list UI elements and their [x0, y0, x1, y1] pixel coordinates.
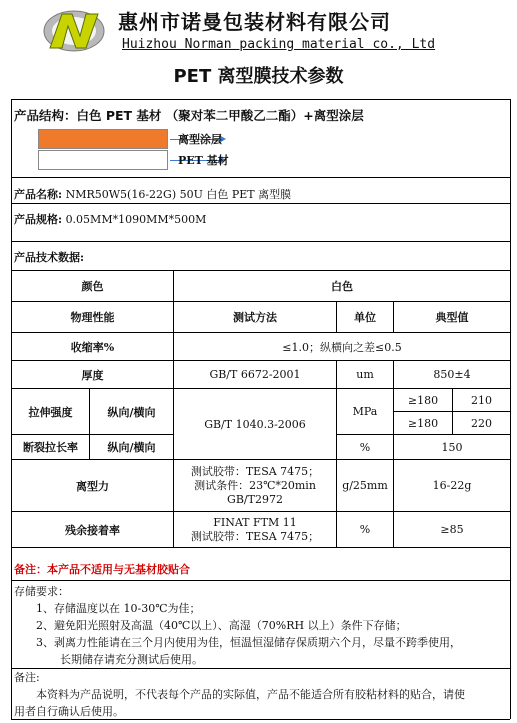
frame-top: [11, 99, 510, 100]
elongation-value: 150: [394, 435, 511, 460]
remark-title: 备注:: [14, 671, 40, 684]
table-row: [12, 361, 511, 389]
product-spec-label: 产品规格:: [14, 213, 63, 226]
table-row: [12, 460, 511, 512]
storage-line: 长期储存请充分测试后使用。: [60, 653, 203, 666]
table-row: [12, 389, 511, 412]
table-row: [12, 512, 511, 548]
tensile-direction: 纵向/横向: [90, 389, 174, 435]
layer-bottom-label: PET 基材: [178, 154, 229, 167]
release-method-line: 测试条件：23℃*20min: [194, 478, 316, 492]
head-typical: 典型值: [394, 302, 511, 333]
product-name-row: [14, 186, 291, 202]
product-spec-value: 0.05MM*1090MM*500M: [65, 213, 207, 226]
elongation-label: 断裂拉长率: [12, 435, 90, 460]
elongation-unit: %: [337, 435, 394, 460]
head-property: 物理性能: [12, 302, 174, 333]
color-label: 颜色: [12, 271, 174, 302]
color-value: 白色: [174, 271, 511, 302]
release-force-label: 离型力: [12, 460, 174, 512]
company-name-en: Huizhou Norman packing material co., Ltd: [122, 37, 436, 52]
table-row: [12, 333, 511, 361]
thickness-unit: um: [337, 361, 394, 389]
warning-note: 备注：本产品不适用与无基材胶贴合: [14, 563, 190, 576]
tensile-td-min: ≥180: [394, 412, 453, 435]
product-name-value: NMR50W5(16-22G) 50U 白色 PET 离型膜: [65, 188, 292, 201]
pet-base-swatch: [38, 150, 168, 170]
frame-bottom: [11, 719, 510, 720]
thickness-label: 厚度: [12, 361, 174, 389]
storage-section: [14, 583, 461, 668]
storage-line: 3、剥离力性能请在三个月内使用为佳，恒温恒湿储存保质期六个月，尽量不跨季使用，: [36, 636, 461, 649]
coating-layer-swatch: [38, 129, 168, 149]
shrink-label: 收缩率%: [12, 333, 174, 361]
head-method: 测试方法: [174, 302, 337, 333]
residual-value: ≥85: [394, 512, 511, 548]
residual-method-line: FINAT FTM 11: [213, 515, 297, 529]
product-spec-row: [14, 211, 206, 227]
elongation-direction: 纵向/横向: [90, 435, 174, 460]
divider: [11, 203, 510, 204]
tensile-method: GB/T 1040.3-2006: [174, 389, 337, 460]
table-row: [12, 271, 511, 302]
storage-line: 2、避免阳光照射及高温（40℃以上）、高湿（70%RH 以上）条件下存储；: [36, 619, 407, 632]
tensile-md-value: 210: [453, 389, 511, 412]
tensile-unit: MPa: [337, 389, 394, 435]
company-name-cn: 惠州市诺曼包装材料有限公司: [118, 10, 391, 34]
remark-line: 用者自行确认后使用。: [14, 705, 124, 718]
residual-adhesion-label: 残余接着率: [12, 512, 174, 548]
release-method: [174, 460, 337, 512]
document-title: PET 离型膜技术参数: [173, 66, 344, 87]
shrink-value: ≤1.0；纵横向之差≤0.5: [174, 333, 511, 361]
residual-method: [174, 512, 337, 548]
tensile-label: 拉伸强度: [12, 389, 90, 435]
storage-title: 存储要求：: [14, 585, 69, 598]
residual-method-line: 测试胶带：TESA 7475；: [190, 529, 320, 543]
release-method-line: 测试胶带：TESA 7475；: [190, 464, 320, 478]
release-unit: g/25mm: [337, 460, 394, 512]
layer-top-label: 离型涂层: [178, 133, 222, 146]
tensile-td-value: 220: [453, 412, 511, 435]
tensile-md-min: ≥180: [394, 389, 453, 412]
storage-line: 1、存储温度以在 10-30℃为佳；: [36, 602, 201, 615]
tech-data-label: 产品技术数据:: [14, 251, 85, 264]
thickness-value: 850±4: [394, 361, 511, 389]
product-name-label: 产品名称:: [14, 188, 63, 201]
residual-unit: %: [337, 512, 394, 548]
remark-line: 本资料为产品说明，不代表每个产品的实际值，产品不能适合所有胶粘材料的贴合，请使: [36, 688, 465, 701]
spec-table: [11, 270, 511, 548]
divider: [11, 177, 510, 178]
company-logo: [42, 8, 106, 54]
remark-section: [14, 669, 508, 720]
table-row: [12, 302, 511, 333]
head-unit: 单位: [337, 302, 394, 333]
thickness-method: GB/T 6672-2001: [174, 361, 337, 389]
release-method-line: GB/T2972: [227, 492, 283, 506]
divider: [11, 580, 510, 581]
structure-label: 产品结构：白色 PET 基材 （聚对苯二甲酸乙二酯）+离型涂层: [14, 108, 364, 123]
release-value: 16-22g: [394, 460, 511, 512]
divider: [11, 241, 510, 242]
